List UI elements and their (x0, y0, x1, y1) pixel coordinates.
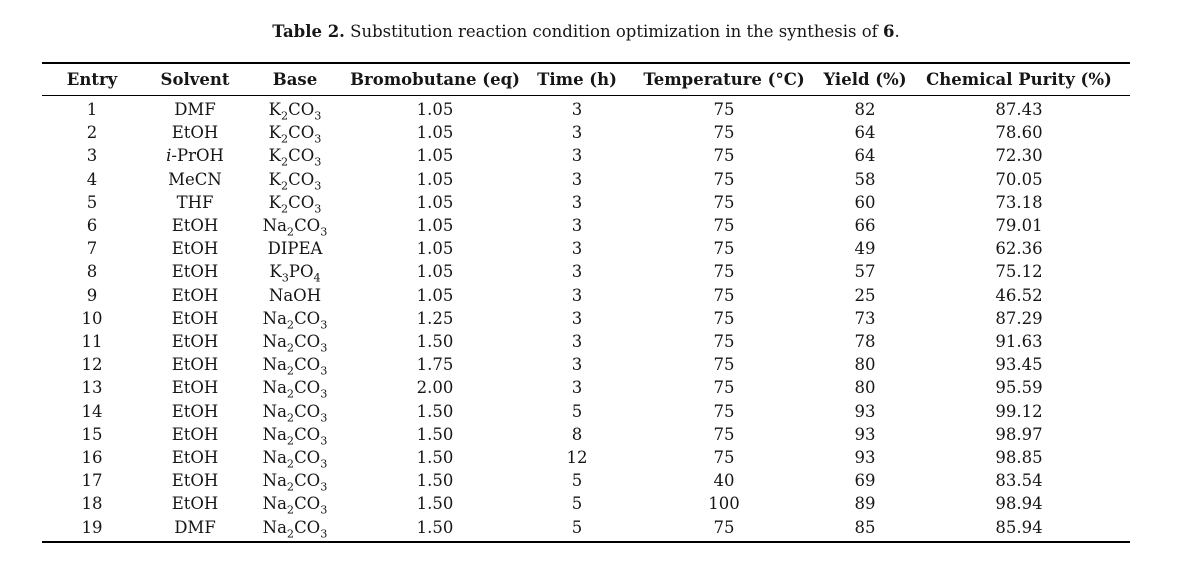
table-cell: 1.50 (416, 517, 454, 537)
column-header: Time (h) (528, 63, 626, 96)
table-cell: 3 (571, 285, 583, 305)
table-cell: EtOH (171, 494, 219, 514)
table-cell: 75 (713, 123, 735, 143)
table-cell: 75 (713, 355, 735, 375)
table-cell: 5 (571, 401, 583, 421)
table-cell: 3 (571, 146, 583, 166)
table-cell: 1.05 (416, 239, 454, 259)
table-cell: 1.50 (416, 401, 454, 421)
table-cell: 8 (571, 424, 583, 444)
table-cell: 98.94 (995, 494, 1043, 514)
table-cell: $Na_2CO_3$ (262, 494, 328, 517)
table-cell: 12 (81, 355, 103, 375)
table-cell: 91.63 (995, 332, 1043, 352)
table-cell: 3 (86, 146, 98, 166)
table-body (42, 96, 1130, 542)
table-cell: 80 (854, 355, 876, 375)
table-cell: 75 (713, 332, 735, 352)
table-cell: 11 (81, 332, 103, 352)
table-cell: 62.36 (995, 239, 1043, 259)
table-cell: $K_3PO_4$ (269, 262, 321, 285)
table-cell: 98.97 (995, 424, 1043, 444)
table-cell: 2 (86, 123, 98, 143)
table-cell: 3 (571, 262, 583, 282)
table-cell: 75 (713, 424, 735, 444)
table-cell: EtOH (171, 424, 219, 444)
table-cell: 1.05 (416, 262, 454, 282)
table-row (42, 516, 1130, 542)
table-cell: 93 (854, 424, 876, 444)
table-cell: $Na_2CO_3$ (262, 332, 328, 355)
table-cell: 3 (571, 123, 583, 143)
table-cell: 75 (713, 308, 735, 328)
table-cell: DIPEA (267, 239, 323, 259)
table-cell: 66 (854, 216, 876, 236)
column-header: Base (248, 63, 342, 96)
table-cell: 1.50 (416, 332, 454, 352)
table-row (42, 260, 1130, 283)
table-cell: 40 (713, 471, 735, 491)
table-cell: 100 (708, 494, 740, 514)
table-cell: EtOH (171, 378, 219, 398)
table-cell: 16 (81, 448, 103, 468)
table-row (42, 237, 1130, 260)
table-cell: 14 (81, 401, 103, 421)
table-cell: 5 (86, 192, 98, 212)
table-cell: 87.29 (995, 308, 1043, 328)
table-cell: 75 (713, 216, 735, 236)
table-cell: 6 (86, 216, 98, 236)
table-cell: 1.05 (416, 285, 454, 305)
table-cell: 75 (713, 517, 735, 537)
table-row (42, 330, 1130, 353)
table-cell: 78 (854, 332, 876, 352)
table-cell: 75 (713, 378, 735, 398)
table-row (42, 353, 1130, 376)
table-cell: 75 (713, 285, 735, 305)
table-cell: 3 (571, 332, 583, 352)
table-cell: 60 (854, 192, 876, 212)
table-cell: 25 (854, 285, 876, 305)
table-cell: 1 (86, 100, 98, 119)
table-cell: 1.25 (416, 308, 454, 328)
table-cell: 82 (854, 100, 876, 119)
table-cell: 85.94 (995, 517, 1043, 537)
table-row (42, 284, 1130, 307)
table-cell: EtOH (171, 448, 219, 468)
table-cell: EtOH (171, 355, 219, 375)
table-cell: 79.01 (995, 216, 1043, 236)
table-cell: 58 (854, 169, 876, 189)
table-cell: 93.45 (995, 355, 1043, 375)
table-cell: 99.12 (995, 401, 1043, 421)
table-row (42, 446, 1130, 469)
table-cell: 1.50 (416, 471, 454, 491)
table-cell: $Na_2CO_3$ (262, 517, 328, 540)
table-cell: 1.05 (416, 169, 454, 189)
table-cell: 89 (854, 494, 876, 514)
table-cell: 49 (854, 239, 876, 259)
table-cell: 3 (571, 169, 583, 189)
table-cell: 3 (571, 308, 583, 328)
table-cell: 3 (571, 355, 583, 375)
table-cell: 75.12 (995, 262, 1043, 282)
table-cell: DMF (174, 100, 216, 119)
table-cell: 1.05 (416, 123, 454, 143)
table-cell: 70.05 (995, 169, 1043, 189)
table-cell: 1.05 (416, 216, 454, 236)
table-cell: 3 (571, 378, 583, 398)
column-header: Yield (%) (822, 63, 908, 96)
table-cell: 2.00 (416, 378, 454, 398)
table-cell: 98.85 (995, 448, 1043, 468)
table-cell: 46.52 (995, 285, 1043, 305)
table-cell: $Na_2CO_3$ (262, 448, 328, 471)
table-cell: $Na_2CO_3$ (262, 471, 328, 494)
table-cell: 87.43 (995, 100, 1043, 119)
table-row (42, 469, 1130, 492)
table-cell: 73 (854, 308, 876, 328)
table-cell: 19 (81, 517, 103, 537)
table-cell: NaOH (268, 285, 322, 305)
table-cell: 1.50 (416, 494, 454, 514)
table-cell: 7 (86, 239, 98, 259)
table-cell: 75 (713, 448, 735, 468)
table-cell: EtOH (171, 401, 219, 421)
table-cell: $K_2CO_3$ (268, 146, 322, 169)
table-cell: 1.50 (416, 424, 454, 444)
table-cell: EtOH (171, 123, 219, 143)
column-header: Temperature (°C) (626, 63, 822, 96)
table-row (42, 423, 1130, 446)
table-cell: MeCN (168, 169, 222, 189)
table-cell: 1.75 (416, 355, 454, 375)
table-cell: 75 (713, 169, 735, 189)
table-cell: EtOH (171, 332, 219, 352)
table-cell: $K_2CO_3$ (268, 169, 322, 192)
table-cell: 69 (854, 471, 876, 491)
results-table (42, 62, 1130, 543)
table-cell: EtOH (171, 308, 219, 328)
table-cell: 57 (854, 262, 876, 282)
table-cell: 75 (713, 401, 735, 421)
table-cell: 3 (571, 192, 583, 212)
table-cell: 95.59 (995, 378, 1043, 398)
table-row (42, 400, 1130, 423)
table-cell: THF (176, 192, 214, 212)
table-row (42, 121, 1130, 144)
table-cell: 4 (86, 169, 98, 189)
table-cell: 83.54 (995, 471, 1043, 491)
table-cell: 93 (854, 401, 876, 421)
table-cell: 80 (854, 378, 876, 398)
table-cell: EtOH (171, 239, 219, 259)
table-row (42, 144, 1130, 167)
table-cell: 3 (571, 216, 583, 236)
table-cell: 3 (571, 239, 583, 259)
column-header: Chemical Purity (%) (908, 63, 1130, 96)
table-cell: $Na_2CO_3$ (262, 401, 328, 424)
table-cell: EtOH (171, 471, 219, 491)
table-row (42, 214, 1130, 237)
table-cell: 8 (86, 262, 98, 282)
table-cell: $Na_2CO_3$ (262, 355, 328, 378)
table-cell: 5 (571, 517, 583, 537)
table-cell: 75 (713, 100, 735, 119)
table-cell: 12 (566, 448, 588, 468)
table-cell: 85 (854, 517, 876, 537)
table-cell: 75 (713, 146, 735, 166)
table-cell: 75 (713, 262, 735, 282)
table-row (42, 376, 1130, 399)
table-cell: $Na_2CO_3$ (262, 378, 328, 401)
table-caption-compound: 6 (882, 22, 895, 41)
table-cell: $K_2CO_3$ (268, 123, 322, 146)
table-cell: 93 (854, 448, 876, 468)
table-cell: 15 (81, 424, 103, 444)
table-cell: 1.50 (416, 448, 454, 468)
table-cell: $K_2CO_3$ (268, 100, 322, 123)
table-cell: 17 (81, 471, 103, 491)
table-cell: 10 (81, 308, 103, 328)
table-cell: 1.05 (416, 192, 454, 212)
table-row (42, 168, 1130, 191)
table-cell: DMF (174, 517, 216, 537)
table-cell: EtOH (171, 262, 219, 282)
column-header: Solvent (142, 63, 248, 96)
table-row (42, 96, 1130, 122)
table-cell: 64 (854, 146, 876, 166)
table-cell: 64 (854, 123, 876, 143)
table-cell: $Na_2CO_3$ (262, 308, 328, 332)
table-cell: 1.05 (416, 100, 454, 119)
table-caption-label: Table 2. (272, 22, 345, 41)
table-cell: 5 (571, 471, 583, 491)
table-cell: 3 (571, 100, 583, 119)
table-cell: i-PrOH (166, 146, 224, 166)
table-cell: $K_2CO_3$ (268, 192, 322, 216)
table-row (42, 492, 1130, 515)
table-cell: 75 (713, 192, 735, 212)
table-cell: $Na_2CO_3$ (262, 424, 328, 448)
table-cell: 9 (86, 285, 98, 305)
table-caption-period: . (894, 22, 900, 41)
table-cell: 78.60 (995, 123, 1043, 143)
table-caption (42, 21, 1130, 43)
table-cell: 1.05 (416, 146, 454, 166)
table-cell: 75 (713, 239, 735, 259)
column-header: Bromobutane (eq) (342, 63, 528, 96)
table-cell: EtOH (171, 216, 219, 236)
table-row (42, 191, 1130, 214)
table-caption-text: Substitution reaction condition optimization in the synthesis of (344, 22, 883, 41)
header-row (42, 63, 1130, 96)
table-cell: 5 (571, 494, 583, 514)
table-cell: EtOH (171, 285, 219, 305)
table-cell: 13 (81, 378, 103, 398)
table-cell: $Na_2CO_3$ (262, 216, 328, 239)
table-cell: 18 (81, 494, 103, 514)
column-header: Entry (42, 63, 142, 96)
table-cell: 72.30 (995, 146, 1043, 166)
table-cell: 73.18 (995, 192, 1043, 212)
table-row (42, 307, 1130, 330)
